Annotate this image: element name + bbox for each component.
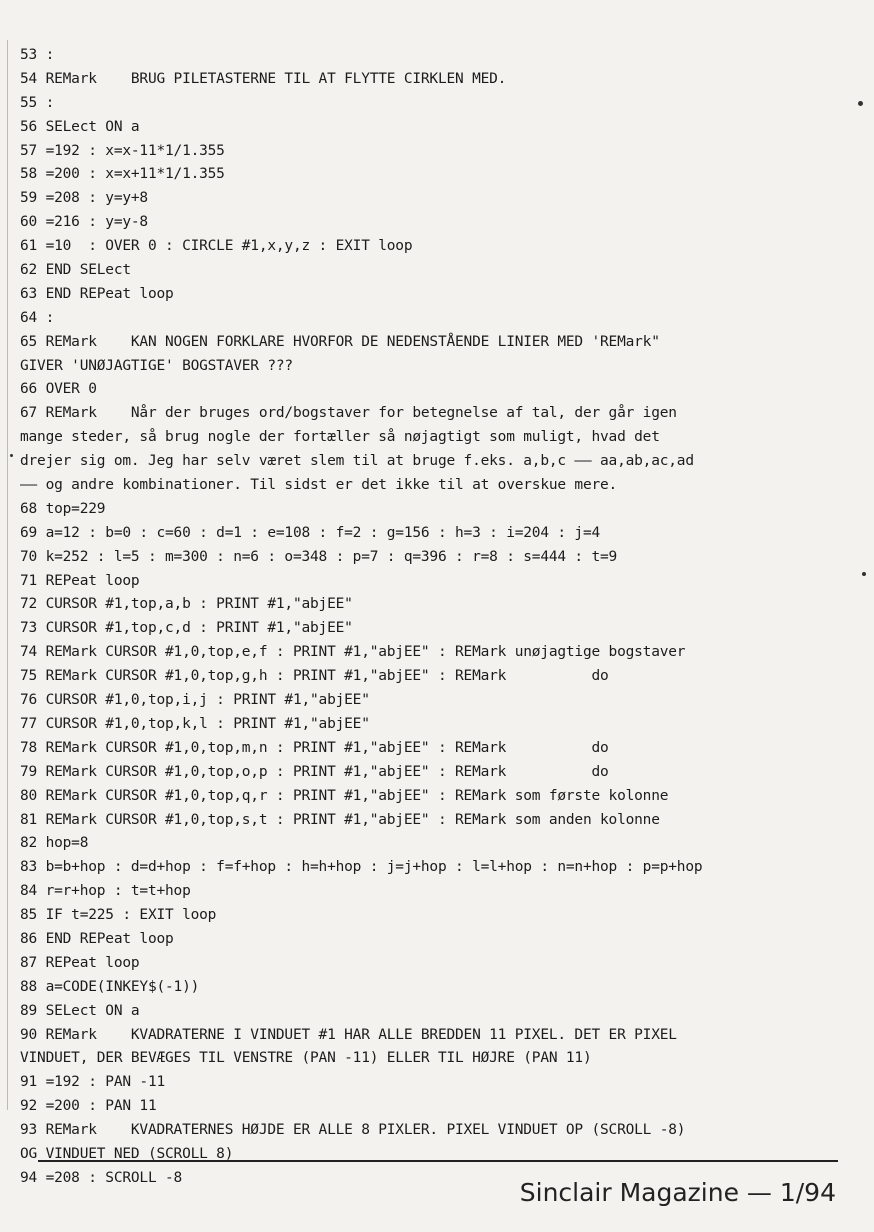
listing-line: 82 hop=8: [20, 835, 89, 852]
listing-line: —— og andre kombinationer. Til sidst er det ikke til at overskue mere.: [20, 477, 618, 494]
listing-line: 72 CURSOR #1,top,a,b : PRINT #1,"abjEE": [20, 596, 353, 613]
listing-line: 81 REMark CURSOR #1,0,top,s,t : PRINT #1,"abjEE" : REMark som anden kolonne: [20, 811, 660, 828]
listing-line: 93 REMark KVADRATERNES HØJDE ER ALLE 8 PIXLER. PIXEL VINDUET OP (SCROLL -8): [20, 1122, 686, 1139]
listing-line: 64 :: [20, 309, 55, 326]
listing-line: 77 CURSOR #1,0,top,k,l : PRINT #1,"abjEE": [20, 715, 370, 732]
scan-speck: [10, 454, 13, 457]
scan-speck: [858, 101, 863, 106]
listing-line: 71 REPeat loop: [20, 572, 140, 589]
scan-speck: [862, 572, 866, 576]
listing-line: 75 REMark CURSOR #1,0,top,g,h : PRINT #1,"abjEE" : REMark do: [20, 668, 609, 685]
program-listing: [20, 44, 840, 1191]
listing-line: GIVER 'UNØJAGTIGE' BOGSTAVER ???: [20, 357, 293, 374]
listing-line: 85 IF t=225 : EXIT loop: [20, 907, 217, 924]
listing-line: 88 a=CODE(INKEY$(-1)): [20, 978, 200, 995]
listing-line: 57 =192 : x=x-11*1/1.355: [20, 142, 225, 159]
listing-line: 87 REPeat loop: [20, 954, 140, 971]
listing-line: 69 a=12 : b=0 : c=60 : d=1 : e=108 : f=2 : g=156 : h=3 : i=204 : j=4: [20, 524, 601, 541]
listing-line: 84 r=r+hop : t=t+hop: [20, 883, 191, 900]
scan-margin-line: [7, 40, 8, 1110]
listing-line: 90 REMark KVADRATERNE I VINDUET #1 HAR ALLE BREDDEN 11 PIXEL. DET ER PIXEL: [20, 1026, 677, 1043]
listing-line: 80 REMark CURSOR #1,0,top,q,r : PRINT #1,"abjEE" : REMark som første kolonne: [20, 787, 669, 804]
listing-line: 60 =216 : y=y-8: [20, 214, 148, 231]
listing-line: 68 top=229: [20, 500, 106, 517]
listing-line: 78 REMark CURSOR #1,0,top,m,n : PRINT #1,"abjEE" : REMark do: [20, 739, 609, 756]
listing-line: 58 =200 : x=x+11*1/1.355: [20, 166, 225, 183]
listing-line: 76 CURSOR #1,0,top,i,j : PRINT #1,"abjEE": [20, 692, 370, 709]
listing-line: 65 REMark KAN NOGEN FORKLARE HVORFOR DE NEDENSTÅENDE LINIER MED 'REMark": [20, 333, 660, 350]
listing-line: 59 =208 : y=y+8: [20, 190, 148, 207]
listing-line: 54 REMark BRUG PILETASTERNE TIL AT FLYTTE CIRKLEN MED.: [20, 70, 507, 87]
listing-line: 61 =10 : OVER 0 : CIRCLE #1,x,y,z : EXIT loop: [20, 238, 413, 255]
listing-line: 53 :: [20, 47, 55, 63]
listing-line: 86 END REPeat loop: [20, 930, 174, 947]
magazine-footer: Sinclair Magazine — 1/94: [519, 1178, 836, 1207]
listing-line: VINDUET, DER BEVÆGES TIL VENSTRE (PAN -11) ELLER TIL HØJRE (PAN 11): [20, 1050, 592, 1067]
listing-line: OG VINDUET NED (SCROLL 8): [20, 1145, 234, 1162]
listing-line: mange steder, så brug nogle der fortæller så nøjagtigt som muligt, hvad det: [20, 429, 660, 446]
footer-rule: [38, 1160, 838, 1162]
listing-line: 56 SELect ON a: [20, 118, 140, 135]
listing-line: drejer sig om. Jeg har selv været slem til at bruge f.eks. a,b,c —— aa,ab,ac,ad: [20, 453, 694, 470]
listing-line: 94 =208 : SCROLL -8: [20, 1169, 183, 1186]
listing-line: 92 =200 : PAN 11: [20, 1098, 157, 1115]
listing-line: 83 b=b+hop : d=d+hop : f=f+hop : h=h+hop : j=j+hop : l=l+hop : n=n+hop : p=p+hop: [20, 859, 703, 876]
listing-line: 55 :: [20, 94, 55, 111]
listing-line: 79 REMark CURSOR #1,0,top,o,p : PRINT #1,"abjEE" : REMark do: [20, 763, 609, 780]
listing-line: 89 SELect ON a: [20, 1002, 140, 1019]
listing-line: 74 REMark CURSOR #1,0,top,e,f : PRINT #1,"abjEE" : REMark unøjagtige bogstaver: [20, 644, 686, 661]
listing-line: 70 k=252 : l=5 : m=300 : n=6 : o=348 : p=7 : q=396 : r=8 : s=444 : t=9: [20, 548, 618, 565]
listing-line: 62 END SELect: [20, 262, 131, 279]
listing-line: 66 OVER 0: [20, 381, 97, 398]
listing-line: 63 END REPeat loop: [20, 285, 174, 302]
listing-line: 67 REMark Når der bruges ord/bogstaver for betegnelse af tal, der går igen: [20, 405, 677, 422]
listing-line: 73 CURSOR #1,top,c,d : PRINT #1,"abjEE": [20, 620, 353, 637]
listing-line: 91 =192 : PAN -11: [20, 1074, 166, 1091]
